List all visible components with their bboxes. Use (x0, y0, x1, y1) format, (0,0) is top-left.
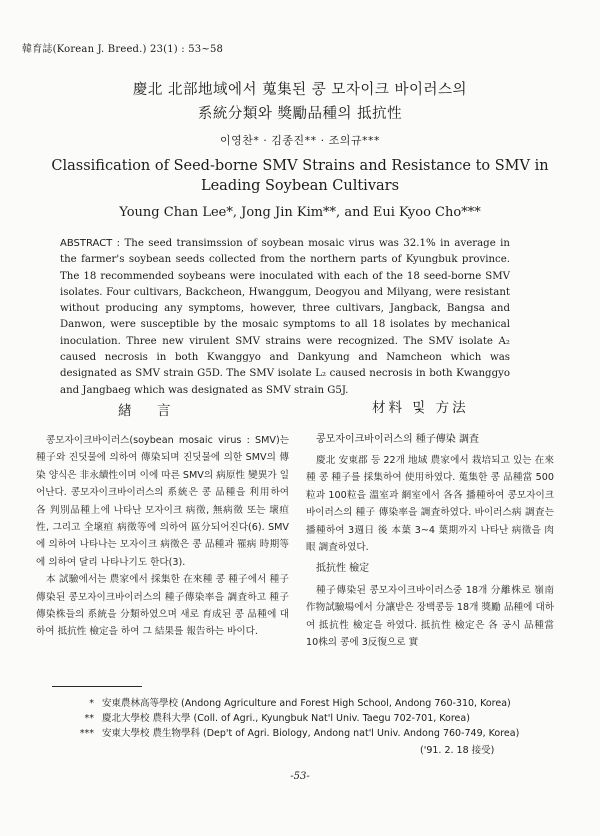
page-number: -53- (290, 771, 310, 782)
korean-authors: 이영찬* · 김종진** · 조의규*** (219, 134, 381, 147)
methods-paragraph-2: 種子傳染된 콩모자이크바이러스중 18개 分離株로 嶺南作物試驗場에서 分讓받은 장백콩등 18개 獎勵 品種에 대하여 抵抗性 檢定을 하였다. 抵抗性 檢定은 各 공시 品種當 10株의 콩에 3反復으로 實 (306, 585, 554, 649)
introduction-body (36, 432, 289, 641)
english-authors: Young Chan Lee*, Jong Jin Kim**, and Eui Kyoo Cho*** (119, 205, 481, 220)
received-date: ('91. 2. 18 接受) (420, 745, 495, 756)
methods-heading: 材料 및 方法 (372, 400, 469, 416)
footnote-mark: *** (79, 728, 94, 739)
footnote-mark: ** (84, 713, 94, 724)
footnote-text: 安東農林高等學校 (Andong Agriculture and Forest High School, Andong 760-310, Korea) (102, 698, 511, 709)
footnote-1 (60, 696, 530, 711)
methods-subheading-1: 콩모자이크바이러스의 種子傳染 調査 (316, 434, 479, 445)
abstract-label: ABSTRACT : (60, 238, 121, 249)
intro-paragraph-1: 콩모자이크바이러스(soybean mosaic virus : SMV)는 種子와 진딧물에 의하여 傳染되며 진딧물에 의한 SMV의 傳染 양식은 非永續性이며 이에 따른 SMV의 病原性 變異가 일어난다. 콩모자이크바이러스의 系統은 콩 品種을 利用하여 各 判別品種上에 나타난 모자이크 病徵, 無病徵 또는 壞疸性, 그리고 全壞疸 病徵等에 의하여 區分되어진다(6). SMV에 의하여 나타나는 모자이크 病徵은 콩 品種과 罹病 時期等에 의하여 달리 나타나기도 한다(3). (36, 435, 289, 568)
korean-title-line-1: 慶北 北部地域에서 蒐集된 콩 모자이크 바이러스의 (132, 82, 468, 98)
introduction-heading: 緖 言 (118, 403, 177, 419)
footnote-mark: * (89, 698, 94, 709)
abstract (60, 236, 510, 399)
footnote-text: 安東大學校 農生物學科 (Dep't of Agri. Biology, Andong nat'l Univ. Andong 760-749, Korea) (102, 728, 520, 739)
footnote-rule (52, 686, 142, 687)
methods-body-1 (306, 452, 554, 556)
intro-paragraph-2: 本 試驗에서는 農家에서 採集한 在來種 콩 種子에서 種子傳染된 콩모자이크바이러스의 種子傳染率을 調査하고 種子 傳染株들의 系統을 分類하였으며 새로 育成된 콩 品種에 대하여 抵抗性 檢定을 하여 그 結果를 報告하는 바이다. (36, 574, 289, 638)
english-title: Classification of Seed-borne SMV Strains and Resistance to SMV in Leading Soybean Cultivars (51, 158, 549, 194)
footnote-3 (60, 726, 530, 741)
methods-paragraph-1: 慶北 安東郡 등 22개 地域 農家에서 栽培되고 있는 在來種 콩 種子를 採集하여 使用하였다. 蒐集한 콩 品種當 500粒과 100粒을 溫室과 網室에서 各各 播種하여 콩모자이크바이러스의 種子 傳染率을 調査하였다. 바이러스病 調査는 播種하여 3週日 後 本葉 3~4 葉期까지 나타난 病徵을 肉眼 調査하였다. (306, 455, 554, 554)
methods-body-2 (306, 582, 554, 652)
footnotes (60, 696, 530, 741)
methods-subheading-2: 抵抗性 檢定 (316, 563, 370, 574)
journal-header: 韓育誌(Korean J. Breed.) 23(1) : 53~58 (22, 44, 224, 55)
korean-title-line-2: 系統分類와 獎勵品種의 抵抗性 (197, 106, 403, 122)
footnote-2 (60, 711, 530, 726)
footnote-text: 慶北大學校 農科大學 (Coll. of Agri., Kyungbuk Nat'l Univ. Taegu 702-701, Korea) (102, 713, 470, 724)
abstract-text: The seed transimssion of soybean mosaic virus was 32.1% in average in the farmer's soybean seeds collected from the northern parts of Kyungbuk province. The 18 recommended soybeans were inoculated with each of the 18 seed-borne SMV isolates. Four cultivars, Backcheon, Hwanggum, Deogyou and Milyang, were resistant without producing any symptoms, however, three cultivars, Jangback, Bangsa and Danwon, were susceptible by the mosaic symptoms to all 18 isolates by mechanical inoculation. Three new virulent SMV strains were recognized. The SMV isolate A₂ caused necrosis in both Kwanggyo and Dankyung and Namcheon which was designated as SMV strain G5D. The SMV isolate L₂ caused necrosis in both Kwanggyo and Jangbaeg which was designated as SMV strain G5J. (60, 238, 510, 396)
